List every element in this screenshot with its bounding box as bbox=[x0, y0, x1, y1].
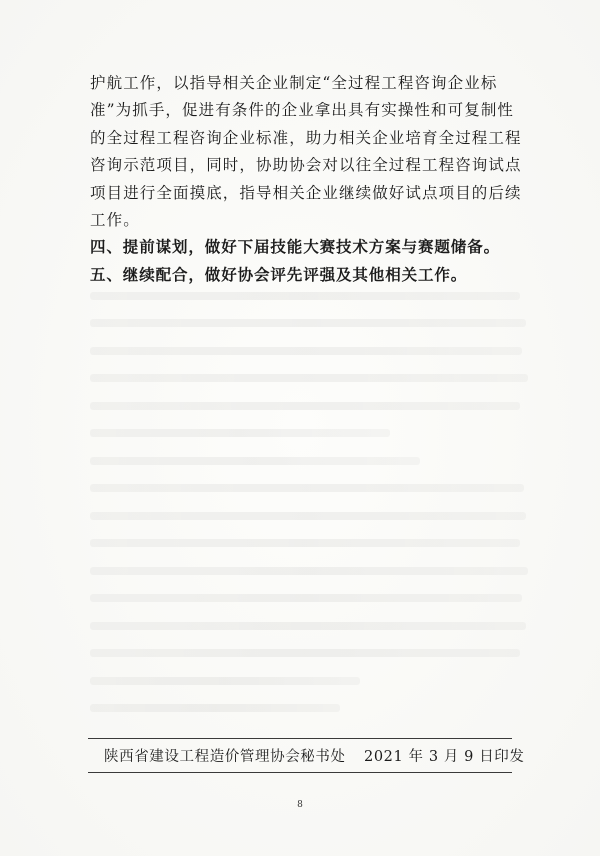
reverse-side-show-through bbox=[90, 292, 530, 722]
footer-issue-date: 2021 年 3 月 9 日印发 bbox=[364, 749, 525, 765]
section-heading-5: 五、继续配合，做好协会评先评强及其他相关工作。 bbox=[90, 265, 468, 284]
footer-rule-bottom bbox=[88, 772, 512, 773]
footer-rule-top bbox=[88, 738, 512, 739]
page-number: 8 bbox=[297, 800, 303, 810]
section-heading-4: 四、提前谋划，做好下届技能大赛技术方案与赛题储备。 bbox=[90, 238, 501, 257]
paragraph-continued: 护航工作，以指导相关企业制定“全过程工程咨询企业标准”为抓手，促进有条件的企业拿出具有实操性和可复制性的全过程工程咨询企业标准，助力相关企业培育全过程工程咨询示范项目，同时，协助协会对以往全过程工程咨询试点项目进行全面摸底，指导相关企业继续做好试点项目的后续工作。 bbox=[90, 74, 522, 230]
body-text bbox=[90, 70, 530, 289]
footer-issuer: 陕西省建设工程造价管理协会秘书处 bbox=[104, 749, 346, 765]
